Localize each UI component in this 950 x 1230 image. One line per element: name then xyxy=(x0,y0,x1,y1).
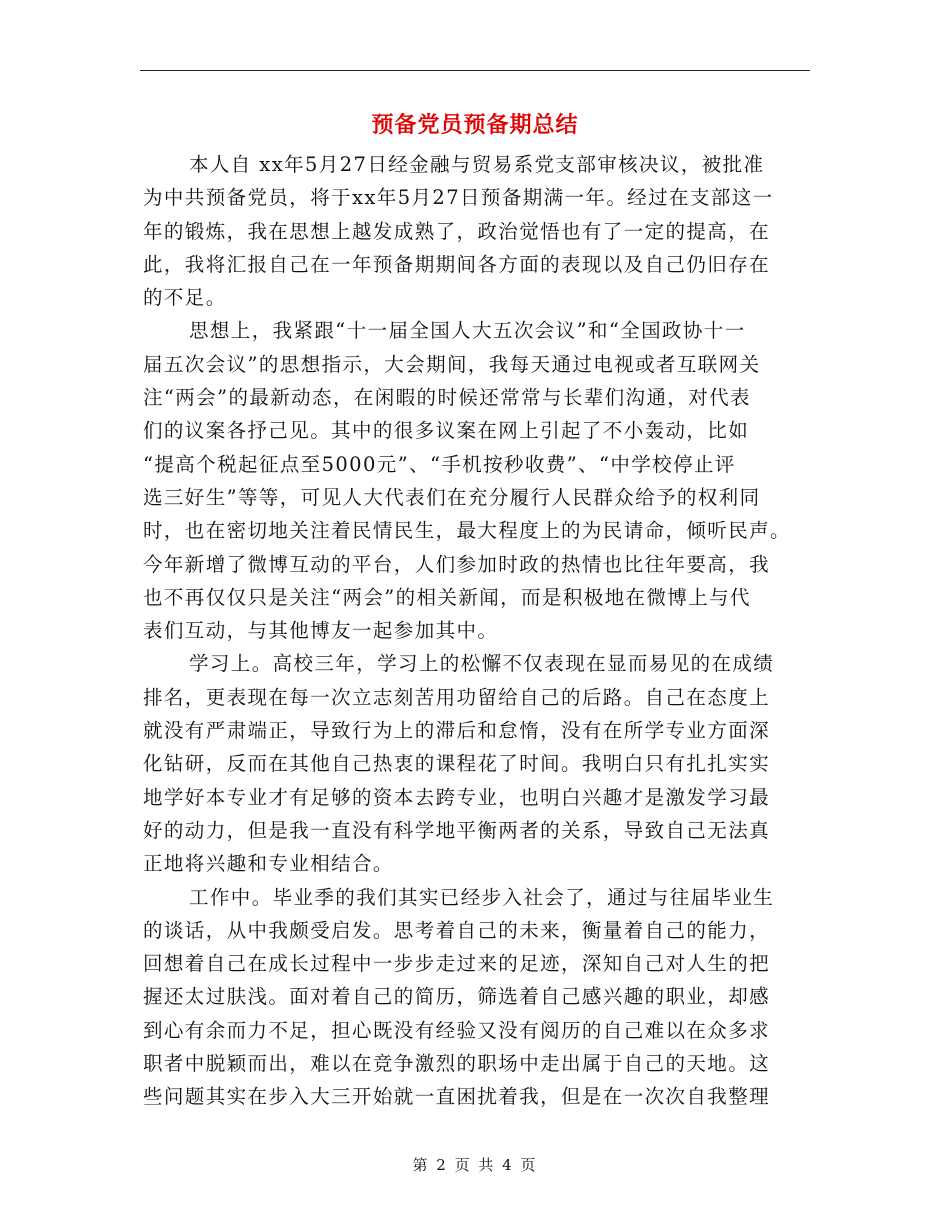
text-line: 就没有严肃端正，导致行为上的滞后和怠惰，没有在所学专业方面深 xyxy=(143,719,771,743)
text-line: 本人自 xx年5月27日经金融与贸易系党支部审核决议，被批准 xyxy=(189,153,765,176)
text-line: 今年新增了微博互动的平台，人们参加时政的热情也比往年要高，我 xyxy=(143,552,771,576)
text-line: 化钻研，反而在其他自己热衷的课程花了时间。我明白只有扎扎实实 xyxy=(143,752,771,776)
text-line: 为中共预备党员，将于xx年5月27日预备期满一年。经过在支部这一 xyxy=(143,186,774,210)
text-line: 思想上，我紧跟“十一届全国人大五次会议”和“全国政协十一 xyxy=(189,319,746,343)
text-line: 时，也在密切地关注着民情民生，最大程度上的为民请命，倾听民声。 xyxy=(143,519,791,543)
text-line: 选三好生”等等，可见人大代表们在充分履行人民群众给予的权利同 xyxy=(143,485,761,509)
text-line: 们的议案各抒己见。其中的很多议案在网上引起了不小轰动，比如 xyxy=(143,419,750,443)
text-line: 学习上。高校三年，学习上的松懈不仅表现在显而易见的在成绩 xyxy=(189,652,775,676)
text-line: 也不再仅仅只是关注“两会”的相关新闻，而是积极地在微博上与代 xyxy=(143,585,751,609)
text-line: 好的动力，但是我一直没有科学地平衡两者的关系，导致自己无法真 xyxy=(143,818,771,842)
text-line: 排名，更表现在每一次立志刻苦用功留给自己的后路。自己在态度上 xyxy=(143,685,771,709)
text-line: 正地将兴趣和专业相结合。 xyxy=(143,852,394,876)
text-line: 的谈话，从中我颇受启发。思考着自己的未来，衡量着自己的能力， xyxy=(143,918,771,942)
text-line: 地学好本专业才有足够的资本去跨专业，也明白兴趣才是激发学习最 xyxy=(143,785,771,809)
text-line: 工作中。毕业季的我们其实已经步入社会了，通过与往届毕业生 xyxy=(189,885,775,909)
header-rule xyxy=(140,70,810,71)
text-line: 届五次会议”的思想指示，大会期间，我每天通过电视或者互联网关 xyxy=(143,352,761,376)
page-title: 预备党员预备期总结 xyxy=(371,113,579,138)
text-line: 职者中脱颖而出，难以在竞争激烈的职场中走出属于自己的天地。这 xyxy=(143,1052,771,1076)
text-line: 表们互动，与其他博友一起参加其中。 xyxy=(143,619,499,643)
text-line: 到心有余而力不足，担心既没有经验又没有阅历的自己难以在众多求 xyxy=(143,1018,771,1042)
text-line: 的不足。 xyxy=(143,286,227,310)
text-line: 回想着自己在成长过程中一步步走过来的足迹，深知自己对人生的把 xyxy=(143,952,771,976)
text-line: 此，我将汇报自己在一年预备期期间各方面的表现以及自己仍旧存在 xyxy=(143,252,771,276)
text-line: 握还太过肤浅。面对着自己的简历，筛选着自己感兴趣的职业，却感 xyxy=(143,985,771,1009)
text-line: 年的锻炼，我在思想上越发成熟了，政治觉悟也有了一定的提高，在 xyxy=(143,219,771,243)
text-line: “提高个税起征点至5000元”、“手机按秒收费”、“中学校停止评 xyxy=(143,452,736,476)
text-line: 注“两会”的最新动态，在闲暇的时候还常常与长辈们沟通，对代表 xyxy=(143,386,751,410)
page-footer: 第 2 页 共 4 页 xyxy=(412,1156,538,1174)
text-line: 些问题其实在步入大三开始就一直困扰着我，但是在一次次自我整理 xyxy=(143,1085,771,1109)
document-body xyxy=(143,148,807,1114)
